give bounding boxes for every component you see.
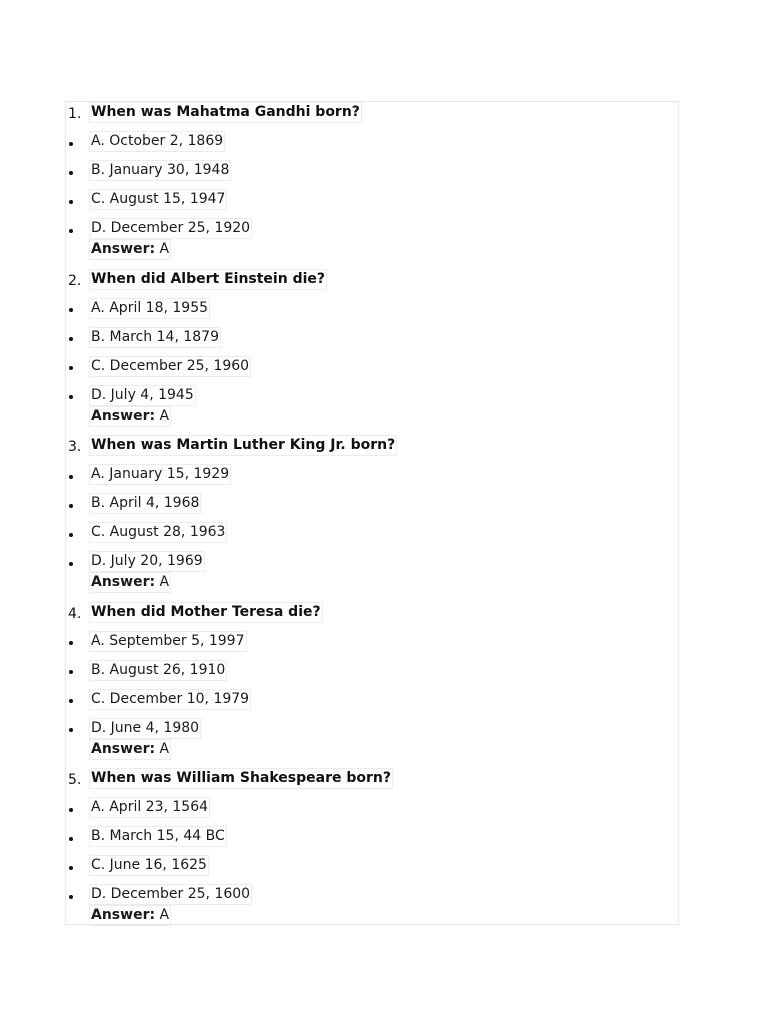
option-text: C. December 10, 1979 — [89, 689, 251, 710]
answer-line — [89, 739, 171, 760]
option-text: C. August 28, 1963 — [89, 522, 227, 543]
option-text: B. August 26, 1910 — [89, 660, 227, 681]
question-text: When was Martin Luther King Jr. born? — [89, 435, 397, 456]
answer-line — [89, 905, 171, 926]
bullet-icon — [69, 142, 73, 146]
answer-row — [65, 239, 679, 260]
question-number: 2. — [68, 272, 82, 289]
bullet-icon — [69, 670, 73, 674]
question-row — [65, 268, 679, 297]
option-row — [65, 463, 679, 492]
bullet-icon — [69, 395, 73, 399]
answer-row — [65, 905, 679, 926]
bullet-icon — [69, 337, 73, 341]
question-item — [65, 601, 679, 768]
bullet-icon — [69, 504, 73, 508]
answer-row — [65, 406, 679, 427]
question-item — [65, 434, 679, 601]
option-row — [65, 355, 679, 384]
question-number: 4. — [68, 605, 82, 622]
option-row — [65, 854, 679, 883]
option-row — [65, 521, 679, 550]
option-text: A. April 23, 1564 — [89, 797, 210, 818]
option-text: A. September 5, 1997 — [89, 631, 247, 652]
bullet-icon — [69, 200, 73, 204]
option-text: B. January 30, 1948 — [89, 160, 231, 181]
question-row — [65, 101, 679, 130]
question-item — [65, 101, 679, 268]
bullet-icon — [69, 562, 73, 566]
answer-line — [89, 239, 171, 260]
option-row — [65, 297, 679, 326]
question-number: 5. — [68, 772, 82, 788]
bullet-icon — [69, 308, 73, 312]
bullet-icon — [69, 728, 73, 732]
option-row — [65, 659, 679, 688]
bullet-icon — [69, 533, 73, 537]
answer-row — [65, 572, 679, 593]
option-text: D. December 25, 1920 — [89, 218, 252, 239]
option-text: A. January 15, 1929 — [89, 464, 231, 485]
option-text: A. April 18, 1955 — [89, 298, 210, 319]
option-row — [65, 492, 679, 521]
answer-line — [89, 572, 171, 593]
option-text: B. March 15, 44 BC — [89, 826, 227, 847]
option-row — [65, 796, 679, 825]
answer-label: Answer: — [91, 241, 156, 257]
answer-label: Answer: — [91, 407, 156, 424]
option-row — [65, 825, 679, 854]
question-text: When was William Shakespeare born? — [89, 768, 393, 789]
option-row — [65, 688, 679, 717]
bullet-icon — [69, 171, 73, 175]
answer-line — [89, 406, 171, 427]
option-text: D. December 25, 1600 — [89, 884, 252, 905]
answer-value: A — [159, 740, 170, 757]
bullet-icon — [69, 229, 73, 233]
answer-label: Answer: — [91, 740, 156, 757]
option-text: D. July 4, 1945 — [89, 385, 196, 406]
answer-label: Answer: — [91, 574, 156, 590]
question-number: 3. — [68, 439, 82, 455]
option-text: C. June 16, 1625 — [89, 855, 209, 876]
question-text: When did Mother Teresa die? — [89, 602, 323, 623]
bullet-icon — [69, 808, 73, 812]
question-text: When did Albert Einstein die? — [89, 269, 327, 290]
option-row — [65, 326, 679, 355]
question-number: 1. — [68, 106, 82, 122]
quiz-list — [65, 101, 679, 934]
bullet-icon — [69, 366, 73, 370]
option-row — [65, 130, 679, 159]
bullet-icon — [69, 837, 73, 841]
bullet-icon — [69, 895, 73, 899]
answer-label: Answer: — [91, 907, 156, 923]
option-text: D. June 4, 1980 — [89, 718, 201, 739]
bullet-icon — [69, 866, 73, 870]
option-text: B. March 14, 1879 — [89, 327, 221, 348]
answer-value: A — [159, 407, 170, 424]
answer-value: A — [159, 907, 170, 923]
option-text: C. December 25, 1960 — [89, 356, 251, 377]
option-text: B. April 4, 1968 — [89, 493, 201, 514]
option-text: C. August 15, 1947 — [89, 189, 227, 210]
question-item — [65, 767, 679, 934]
question-item — [65, 268, 679, 435]
question-text: When was Mahatma Gandhi born? — [89, 102, 362, 123]
question-row — [65, 767, 679, 796]
option-row — [65, 188, 679, 217]
option-text: A. October 2, 1869 — [89, 131, 225, 152]
option-row — [65, 630, 679, 659]
option-text: D. July 20, 1969 — [89, 551, 205, 572]
question-row — [65, 601, 679, 630]
answer-row — [65, 739, 679, 760]
answer-value: A — [159, 574, 170, 590]
bullet-icon — [69, 475, 73, 479]
bullet-icon — [69, 699, 73, 703]
question-row — [65, 434, 679, 463]
bullet-icon — [69, 641, 73, 645]
answer-value: A — [159, 241, 170, 257]
option-row — [65, 159, 679, 188]
